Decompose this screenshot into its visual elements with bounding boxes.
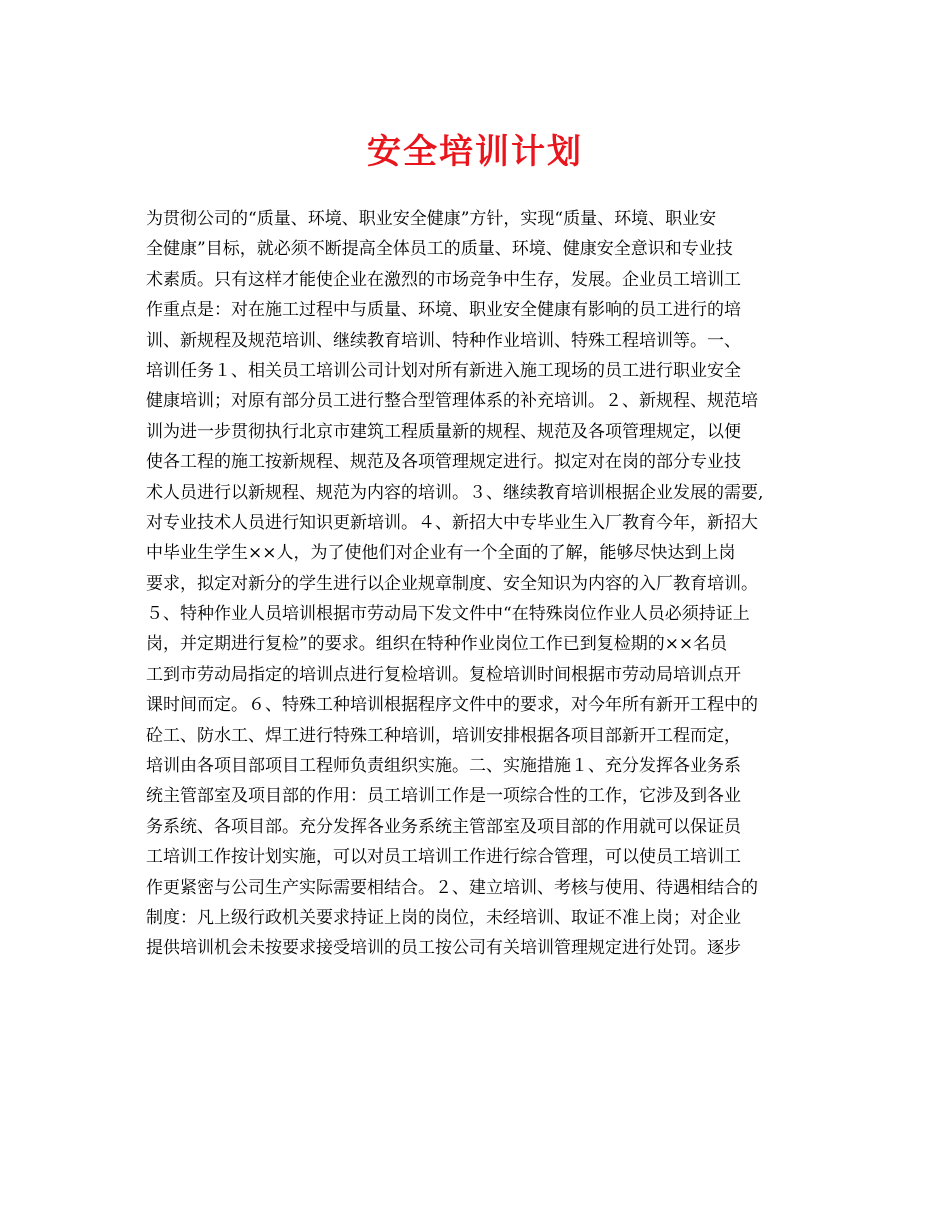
body-line: 务系统、各项目部。充分发挥各业务系统主管部室及项目部的作用就可以保证员 (146, 816, 741, 837)
body-line: 中毕业生学生××人，为了使他们对企业有一个全面的了解，能够尽快达到上岗 (146, 543, 736, 564)
body-line: 培训任务１、相关员工培训公司计划对所有新进入施工现场的员工进行职业安全 (146, 360, 741, 381)
body-line: 提供培训机会未按要求接受培训的员工按公司有关培训管理规定进行处罚。逐步 (146, 938, 741, 959)
body-line: 培训由各项目部项目工程师负责组织实施。二、实施措施１、充分发挥各业务系 (146, 756, 741, 777)
body-line: 全健康”目标，就必须不断提高全体员工的质量、环境、健康安全意识和专业技 (146, 239, 733, 260)
body-line: 为贯彻公司的“质量、环境、职业安全健康”方针，实现“质量、环境、职业安 (146, 209, 717, 229)
body-line: 健康培训；对原有部分员工进行整合型管理体系的补充培训。２、新规程、规范培 (146, 391, 758, 412)
body-line: 工到市劳动局指定的培训点进行复检培训。复检培训时间根据市劳动局培训点开 (146, 664, 741, 685)
body-line: 训为进一步贯彻执行北京市建筑工程质量新的规程、规范及各项管理规定，以便 (146, 421, 741, 442)
body-line: 要求，拟定对新分的学生进行以企业规章制度、安全知识为内容的入厂教育培训。 (146, 573, 758, 594)
body-line: 术素质。只有这样才能使企业在激烈的市场竞争中生存，发展。企业员工培训工 (146, 269, 741, 290)
body-line: 岗，并定期进行复检”的要求。组织在特种作业岗位工作已到复检期的××名员 (146, 634, 728, 655)
body-line: 工培训工作按计划实施，可以对员工培训工作进行综合管理，可以使员工培训工 (146, 847, 741, 868)
body-line: ５、特种作业人员培训根据市劳动局下发文件中“在特殊岗位作业人员必须持证上 (146, 604, 750, 625)
body-line: 砼工、防水工、焊工进行特殊工种培训，培训安排根据各项目部新开工程而定， (146, 725, 741, 746)
body-line: 作更紧密与公司生产实际需要相结合。２、建立培训、考核与使用、待遇相结合的 (146, 877, 758, 898)
body-line: 训、新规程及规范培训、继续教育培训、特种作业培训、特殊工程培训等。一、 (146, 330, 741, 351)
body-line: 作重点是：对在施工过程中与质量、环境、职业安全健康有影响的员工进行的培 (146, 300, 741, 321)
body-line: 对专业技术人员进行知识更新培训。４、新招大中专毕业生入厂教育今年，新招大 (146, 512, 758, 533)
body-line: 课时间而定。６、特殊工种培训根据程序文件中的要求，对今年所有新开工程中的 (146, 695, 758, 716)
body-line: 制度：凡上级行政机关要求持证上岗的岗位，未经培训、取证不准上岗；对企业 (146, 907, 741, 928)
body-line: 使各工程的施工按新规程、规范及各项管理规定进行。拟定对在岗的部分专业技 (146, 452, 741, 473)
document-title: 安全培训计划 (367, 132, 583, 172)
document-body (146, 204, 816, 964)
body-line: 术人员进行以新规程、规范为内容的培训。３、继续教育培训根据企业发展的需要, (146, 482, 764, 503)
body-line: 统主管部室及项目部的作用：员工培训工作是一项综合性的工作，它涉及到各业 (146, 786, 741, 807)
